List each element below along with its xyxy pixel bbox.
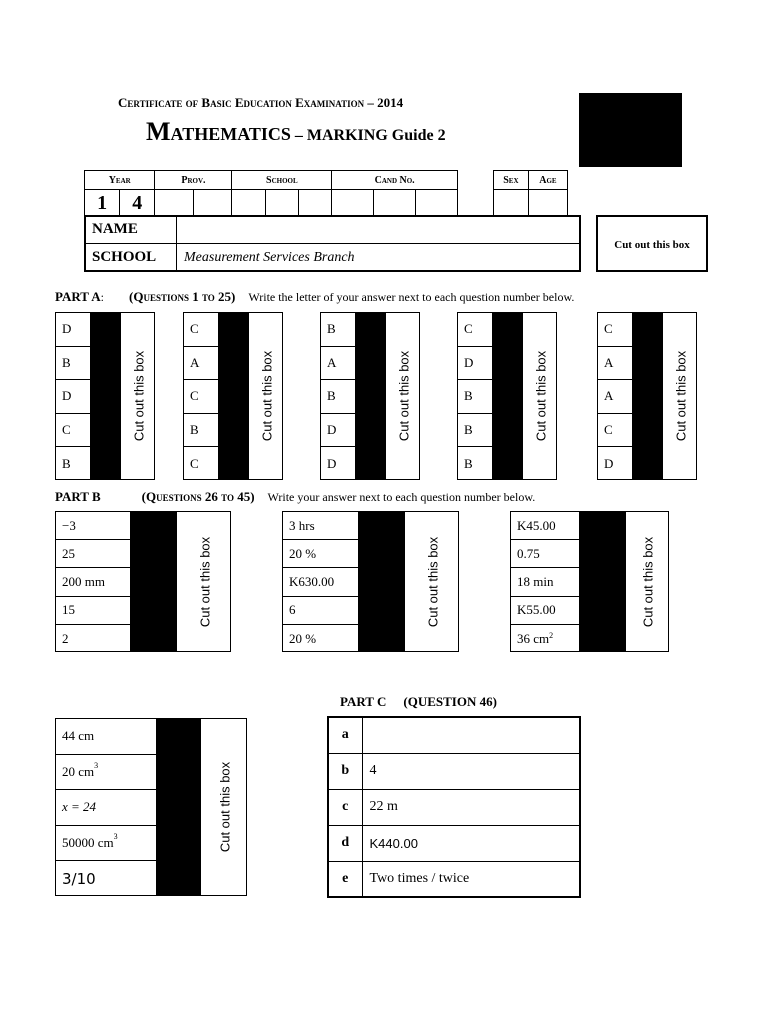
answer-text: 2 bbox=[62, 630, 69, 646]
candidate-id-table bbox=[84, 170, 458, 217]
part-c-title: PART C bbox=[340, 694, 387, 709]
school-field[interactable]: Measurement Services Branch bbox=[184, 250, 355, 265]
part-a-title: PART A bbox=[55, 289, 101, 304]
answer-cell[interactable]: A bbox=[184, 347, 218, 381]
answer-text: 0.75 bbox=[517, 545, 540, 561]
answer-cell[interactable]: C bbox=[598, 414, 632, 448]
answer-cell[interactable] bbox=[511, 540, 579, 568]
cut-out-strip bbox=[248, 313, 284, 479]
part-c-questions: (QUESTION 46) bbox=[403, 694, 497, 709]
answer-cell[interactable] bbox=[283, 512, 358, 540]
answer-text: x = 24 bbox=[62, 799, 97, 815]
answer-cell[interactable]: B bbox=[321, 313, 355, 347]
id-cell[interactable] bbox=[265, 190, 298, 217]
cut-out-label: Cut out this box bbox=[425, 536, 440, 627]
answer-cell[interactable]: A bbox=[598, 347, 632, 381]
answer-text: 3 hrs bbox=[289, 517, 315, 533]
answer-text: 20 % bbox=[289, 630, 317, 646]
part-b-questions: (Questions 26 to 45) bbox=[141, 489, 255, 504]
part-c-answer[interactable]: 22 m bbox=[362, 789, 580, 825]
answer-text: 3/10 bbox=[62, 870, 96, 889]
id-cell[interactable] bbox=[299, 190, 332, 217]
certificate-title: Certificate of Basic Education Examination – 2014 bbox=[118, 95, 404, 110]
answer-cell[interactable] bbox=[283, 625, 358, 653]
answer-text: 36 cm bbox=[517, 630, 550, 646]
cut-out-strip bbox=[120, 313, 156, 479]
part-c-key: d bbox=[328, 825, 362, 861]
answer-cell[interactable] bbox=[56, 790, 156, 826]
answer-cell[interactable] bbox=[283, 568, 358, 596]
answer-text: 25 bbox=[62, 545, 75, 561]
answer-cell[interactable]: B bbox=[56, 347, 90, 381]
answer-cell[interactable]: D bbox=[56, 313, 90, 347]
answer-text: 44 cm bbox=[62, 728, 95, 744]
part-c-row bbox=[328, 825, 580, 861]
answer-cell[interactable]: B bbox=[62, 456, 71, 472]
answer-cell[interactable] bbox=[283, 597, 358, 625]
unit-exponent: 2 bbox=[549, 630, 554, 640]
id-cell[interactable] bbox=[416, 190, 458, 217]
part-b-heading bbox=[55, 489, 535, 505]
cut-out-label: Cut out this box bbox=[640, 536, 656, 627]
answer-cell[interactable]: C bbox=[56, 414, 90, 448]
cut-out-label: Cut out this box bbox=[131, 350, 146, 442]
answer-text: K630.00 bbox=[289, 573, 335, 589]
part-c-answer[interactable]: 4 bbox=[362, 753, 580, 789]
answer-text: 20 % bbox=[289, 545, 317, 561]
answer-cell[interactable]: D bbox=[604, 456, 614, 472]
redaction-bar bbox=[156, 719, 200, 895]
part-a-instruction: Write the letter of your answer next to each question number below. bbox=[248, 290, 575, 304]
id-cell[interactable] bbox=[374, 190, 416, 217]
answer-cell[interactable]: B bbox=[464, 456, 473, 472]
part-c-row bbox=[328, 753, 580, 789]
answer-cell[interactable]: B bbox=[458, 414, 492, 448]
sex-cell[interactable] bbox=[494, 190, 529, 217]
answer-cell[interactable]: D bbox=[327, 456, 337, 472]
cut-out-label: Cut out this box bbox=[197, 536, 212, 627]
part-c-table bbox=[327, 716, 581, 898]
guide-title: – MARKING Guide 2 bbox=[290, 127, 446, 144]
answer-text: 15 bbox=[62, 602, 75, 618]
answer-text: 18 min bbox=[517, 573, 554, 589]
answer-text: −3 bbox=[62, 517, 76, 533]
answer-cell[interactable] bbox=[511, 512, 579, 540]
cut-out-strip bbox=[662, 313, 698, 479]
answer-cell[interactable]: D bbox=[321, 414, 355, 448]
part-a-block-2 bbox=[183, 312, 283, 480]
answer-cell[interactable] bbox=[56, 719, 156, 755]
answer-cell[interactable] bbox=[56, 540, 130, 568]
answer-cell[interactable]: A bbox=[598, 380, 632, 414]
cand-no-header: Cand No. bbox=[332, 171, 458, 190]
redaction-bar bbox=[632, 313, 662, 479]
answer-cell[interactable]: A bbox=[321, 347, 355, 381]
answer-cell[interactable]: C bbox=[184, 380, 218, 414]
part-a-block-1 bbox=[55, 312, 155, 480]
part-b-title: PART B bbox=[55, 489, 101, 504]
part-c-key: b bbox=[328, 753, 362, 789]
part-a-block-4 bbox=[457, 312, 557, 480]
part-b-block-4 bbox=[55, 718, 247, 896]
part-b-block-1 bbox=[55, 511, 231, 652]
unit-exponent: 3 bbox=[113, 831, 118, 841]
answer-text: K55.00 bbox=[517, 602, 556, 618]
answer-cell[interactable]: C bbox=[458, 313, 492, 347]
province-header: Prov. bbox=[155, 171, 232, 190]
answer-text: 200 mm bbox=[62, 573, 105, 589]
year-header: Year bbox=[85, 171, 155, 190]
redaction-bar bbox=[579, 512, 625, 651]
answer-cell[interactable] bbox=[56, 625, 130, 653]
answer-cell[interactable]: C bbox=[598, 313, 632, 347]
answer-cell[interactable]: D bbox=[56, 380, 90, 414]
unit-exponent: 3 bbox=[94, 760, 99, 770]
redaction-bar bbox=[358, 512, 404, 651]
part-c-row bbox=[328, 717, 580, 753]
redaction-bar bbox=[90, 313, 120, 479]
answer-cell[interactable]: B bbox=[184, 414, 218, 448]
part-a-block-3 bbox=[320, 312, 420, 480]
redaction-bar bbox=[355, 313, 385, 479]
cut-out-box: Cut out this box bbox=[596, 215, 708, 272]
redaction-bar bbox=[218, 313, 248, 479]
redaction-box bbox=[579, 93, 682, 167]
id-cell[interactable] bbox=[232, 190, 265, 217]
answer-cell[interactable] bbox=[511, 597, 579, 625]
cut-out-label: Cut out this box bbox=[396, 350, 411, 442]
year-digit-1: 1 bbox=[85, 190, 120, 217]
answer-cell[interactable] bbox=[56, 568, 130, 596]
answer-text: 50000 cm bbox=[62, 835, 114, 851]
name-label: NAME bbox=[92, 221, 138, 237]
cut-out-strip bbox=[625, 512, 670, 651]
answer-cell[interactable]: B bbox=[458, 380, 492, 414]
sex-header: Sex bbox=[494, 171, 529, 190]
part-c-answer[interactable]: Two times / twice bbox=[362, 861, 580, 897]
cut-out-label: Cut out this box bbox=[217, 761, 232, 853]
school-header: School bbox=[232, 171, 332, 190]
part-a-block-5 bbox=[597, 312, 697, 480]
redaction-bar bbox=[130, 512, 176, 651]
part-b-block-3 bbox=[510, 511, 669, 652]
cut-out-strip bbox=[200, 719, 248, 895]
answer-cell[interactable] bbox=[56, 597, 130, 625]
cut-out-strip bbox=[176, 512, 232, 651]
part-b-block-2 bbox=[282, 511, 459, 652]
part-a-heading: PART A: (Questions 1 to 25) Write the letter of your answer next to each question number below. bbox=[55, 289, 575, 304]
sex-age-table bbox=[493, 170, 568, 217]
answer-cell[interactable] bbox=[511, 568, 579, 596]
id-cell[interactable] bbox=[332, 190, 374, 217]
cut-out-label: Cut out this box bbox=[259, 350, 274, 442]
answer-text: 20 cm bbox=[62, 763, 95, 779]
answer-cell[interactable] bbox=[56, 755, 156, 791]
answer-cell[interactable]: C bbox=[184, 313, 218, 347]
cut-out-strip bbox=[385, 313, 421, 479]
part-b-instruction: Write your answer next to each question number below. bbox=[267, 490, 536, 504]
answer-cell[interactable] bbox=[511, 625, 579, 653]
subject-title: Mathematics bbox=[146, 117, 291, 146]
answer-cell[interactable]: B bbox=[321, 380, 355, 414]
cut-out-label: Cut out this box bbox=[673, 350, 688, 442]
cut-out-strip bbox=[404, 512, 460, 651]
page-title bbox=[146, 117, 446, 147]
part-c-row bbox=[328, 789, 580, 825]
answer-cell[interactable] bbox=[283, 540, 358, 568]
part-c-key: a bbox=[328, 717, 362, 753]
answer-cell[interactable] bbox=[56, 512, 130, 540]
part-c-key: c bbox=[328, 789, 362, 825]
part-c-answer[interactable]: K440.00 bbox=[362, 825, 580, 861]
age-header: Age bbox=[528, 171, 567, 190]
part-c-key: e bbox=[328, 861, 362, 897]
cut-out-label: Cut out this box bbox=[533, 350, 548, 442]
part-c-row bbox=[328, 861, 580, 897]
answer-cell[interactable] bbox=[56, 861, 156, 897]
answer-cell[interactable]: D bbox=[458, 347, 492, 381]
cut-out-strip bbox=[522, 313, 558, 479]
school-label: SCHOOL bbox=[92, 249, 157, 265]
answer-cell[interactable] bbox=[56, 826, 156, 862]
redaction-bar bbox=[492, 313, 522, 479]
year-digit-2: 4 bbox=[120, 190, 155, 217]
answer-cell[interactable]: C bbox=[190, 456, 199, 472]
id-cell[interactable] bbox=[193, 190, 232, 217]
answer-text: 6 bbox=[289, 602, 296, 618]
part-c-heading bbox=[340, 694, 497, 710]
part-a-questions: (Questions 1 to 25) bbox=[129, 289, 236, 304]
age-cell[interactable] bbox=[528, 190, 567, 217]
answer-text: K45.00 bbox=[517, 517, 556, 533]
name-school-box bbox=[84, 215, 581, 272]
id-cell[interactable] bbox=[155, 190, 193, 217]
part-c-answer[interactable] bbox=[362, 717, 580, 753]
